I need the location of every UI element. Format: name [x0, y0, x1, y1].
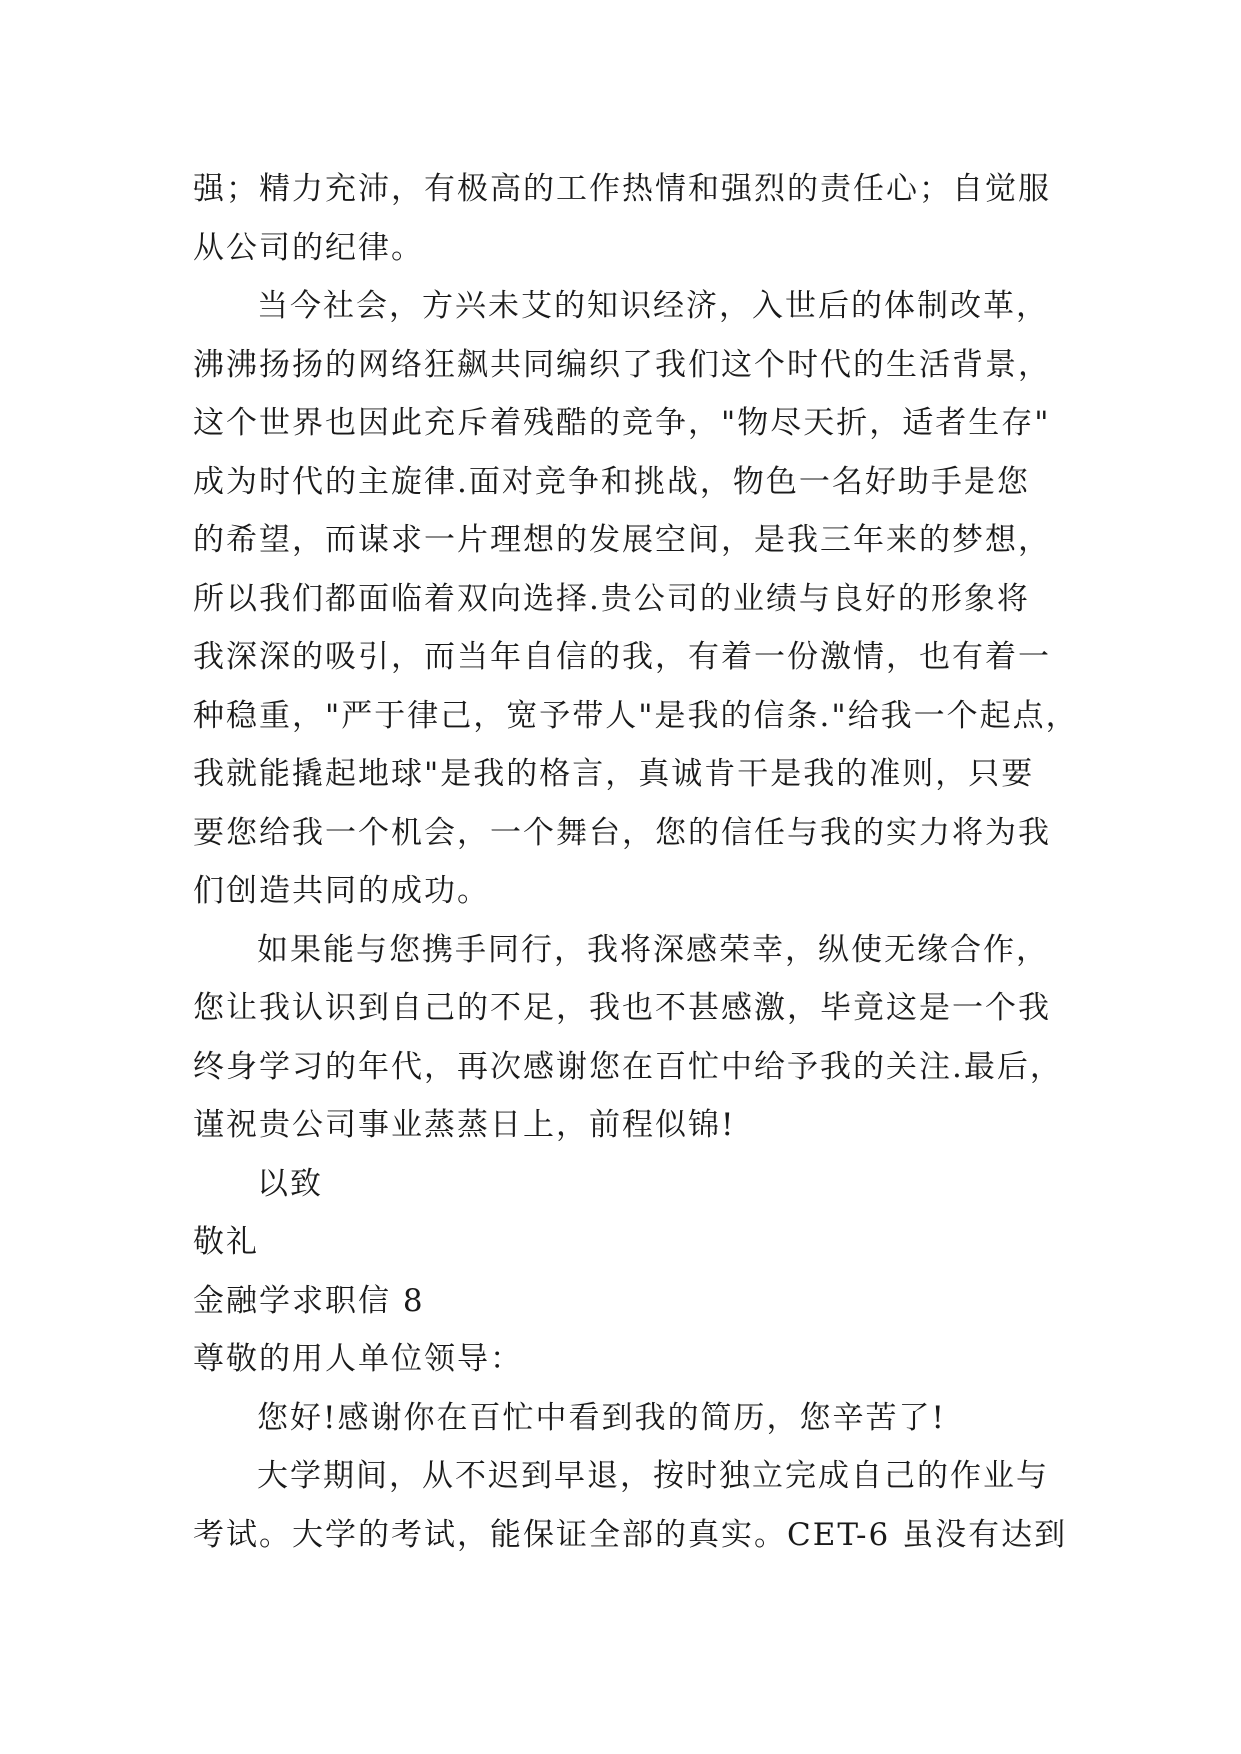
- text-line: 这个世界也因此充斥着残酷的竞争，"物尽天折，适者生存": [193, 405, 1051, 441]
- text-line: 所以我们都面临着双向选择.贵公司的业绩与良好的形象将: [193, 580, 1030, 617]
- text-line: 要您给我一个机会，一个舞台，您的信任与我的实力将为我: [193, 814, 1051, 851]
- paragraph-start-line: 大学期间，从不迟到早退，按时独立完成自己的作业与: [257, 1458, 1049, 1494]
- section-title: 金融学求职信 8: [193, 1282, 425, 1319]
- text-line: 成为时代的主旋律.面对竞争和挑战，物色一名好助手是您: [193, 463, 1030, 500]
- closing-line: 以致: [257, 1165, 323, 1202]
- paragraph-start-line: 您好!感谢你在百忙中看到我的简历，您辛苦了!: [257, 1399, 946, 1436]
- document-body: [193, 160, 1079, 1564]
- text-line: 从公司的纪律。: [193, 229, 424, 266]
- text-line: 沸沸扬扬的网络狂飙共同编织了我们这个时代的生活背景，: [193, 346, 1051, 383]
- greeting-line: 尊敬的用人单位领导：: [193, 1341, 523, 1377]
- text-line: 考试。大学的考试，能保证全部的真实。CET-6 虽没有达到: [193, 1516, 1068, 1553]
- text-line: 您让我认识到自己的不足，我也不甚感激，毕竟这是一个我: [193, 990, 1051, 1026]
- text-line: 的希望，而谋求一片理想的发展空间，是我三年来的梦想，: [193, 522, 1051, 558]
- paragraph-start-line: 当今社会，方兴未艾的知识经济，入世后的体制改革，: [257, 288, 1049, 324]
- paragraph-start-line: 如果能与您携手同行，我将深感荣幸，纵使无缘合作，: [257, 931, 1049, 968]
- salutation-line: 敬礼: [193, 1224, 259, 1260]
- text-line: 我就能撬起地球"是我的格言，真诚肯干是我的准则，只要: [193, 756, 1035, 792]
- text-line: 谨祝贵公司事业蒸蒸日上，前程似锦!: [193, 1107, 736, 1143]
- text-line: 种稳重，"严于律己，宽予带人"是我的信条."给我一个起点，: [193, 697, 1079, 734]
- text-line: 们创造共同的成功。: [193, 873, 490, 909]
- text-line: 终身学习的年代，再次感谢您在百忙中给予我的关注.最后，: [193, 1048, 1063, 1085]
- text-line: 强；精力充沛，有极高的工作热情和强烈的责任心；自觉服: [193, 171, 1051, 207]
- text-line: 我深深的吸引，而当年自信的我，有着一份激情，也有着一: [193, 639, 1051, 675]
